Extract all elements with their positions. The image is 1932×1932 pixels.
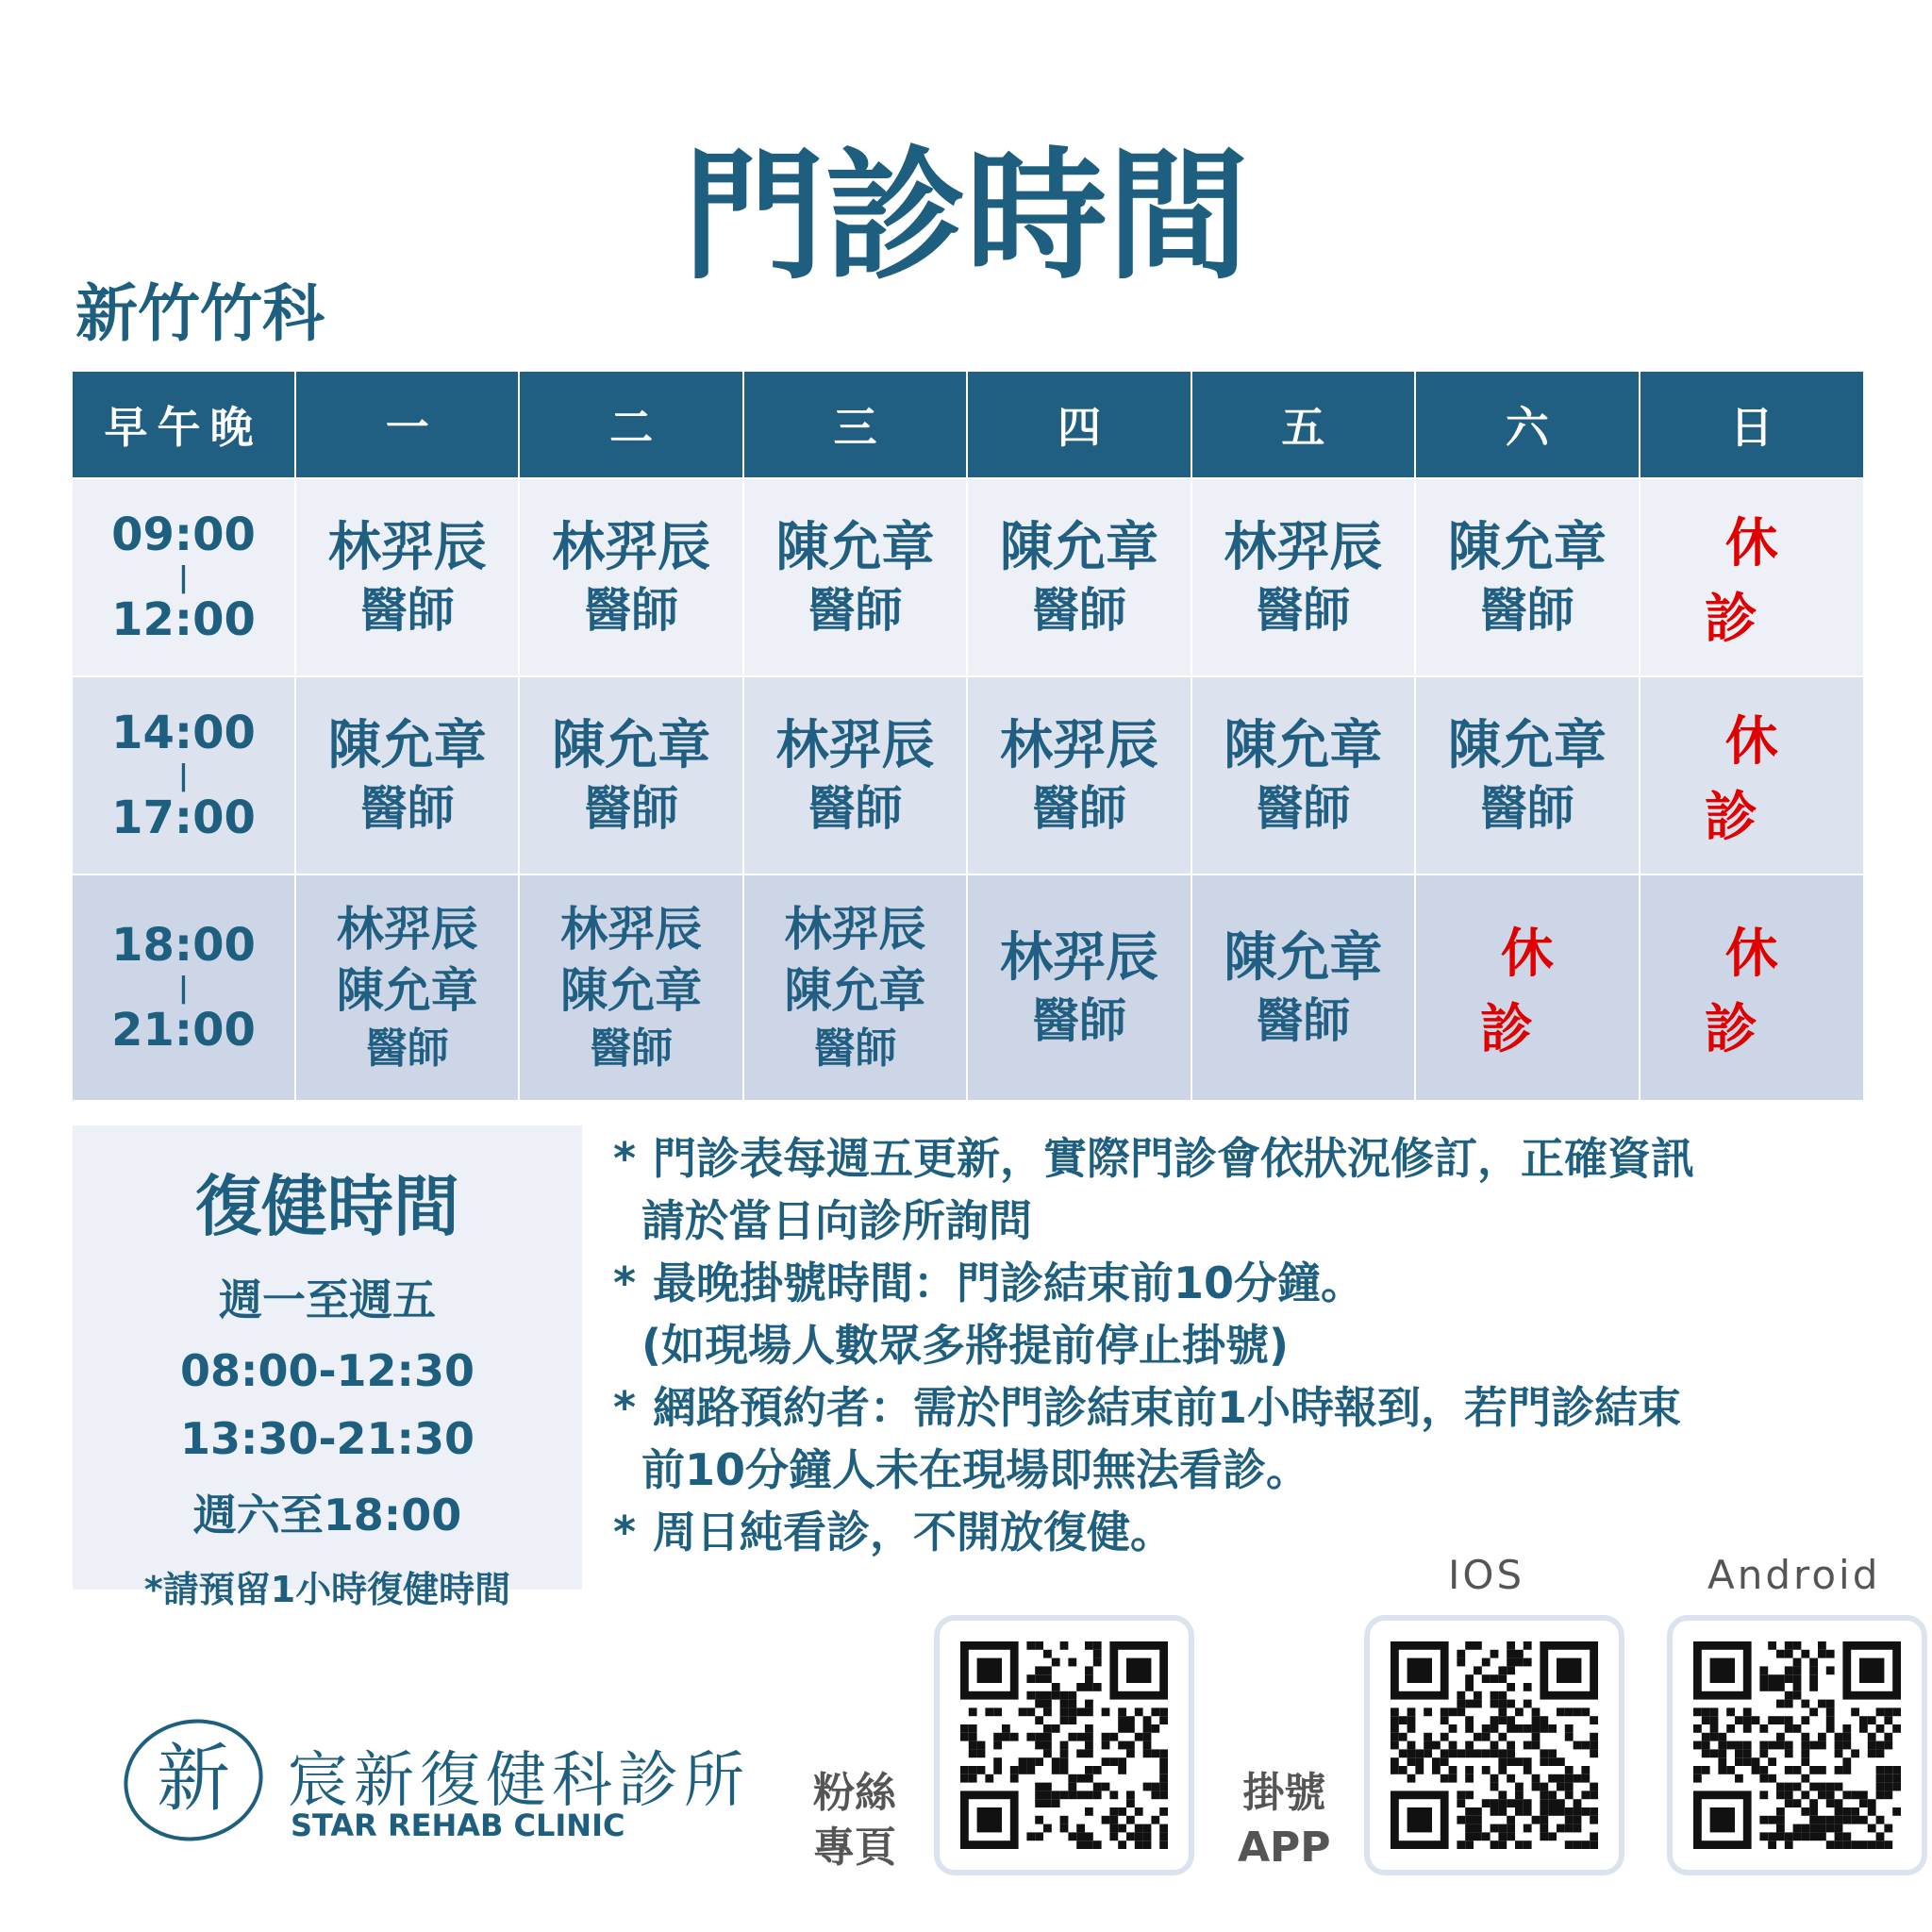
doctor-title: 醫師 [813, 1024, 897, 1074]
doctor-title: 醫師 [359, 780, 455, 836]
rehab-slot-morning: 08:00-12:30 [180, 1345, 475, 1396]
note-text: 最晚掛號時間：門診結束前10分鐘。 [653, 1257, 1365, 1308]
doctor-title: 醫師 [1479, 780, 1574, 836]
header-period: 早午晚 [73, 372, 295, 478]
note-bullet: * [613, 1507, 637, 1557]
note-continuation: 前10分鐘人未在現場即無法看診。 [641, 1444, 1310, 1495]
doctor-cell [295, 874, 519, 1100]
header-day: 一 [295, 372, 519, 478]
doctor-cell [967, 676, 1191, 874]
branch-name: 新竹竹科 [75, 277, 325, 350]
time-separator: | [178, 560, 189, 594]
schedule-row [73, 874, 1863, 1100]
doctor-cell [967, 478, 1191, 676]
note-item [613, 1127, 1868, 1252]
note-item [613, 1501, 1868, 1563]
doctor-title: 醫師 [808, 582, 903, 638]
closed-cell [1415, 874, 1639, 1100]
doctor-title: 醫師 [590, 1024, 674, 1074]
doctor-name: 林羿辰 [784, 902, 926, 958]
doctor-title: 醫師 [1031, 780, 1126, 836]
time-start: 09:00 [111, 508, 256, 562]
doctor-name: 林羿辰 [999, 714, 1158, 776]
note-bullet: * [613, 1257, 637, 1308]
header-day: 二 [519, 372, 742, 478]
schedule-header-row [73, 372, 1863, 478]
doctor-name: 陳允章 [327, 714, 487, 776]
doctor-name: 林羿辰 [999, 926, 1158, 989]
note-bullet: * [613, 1133, 637, 1184]
ios-qr-code[interactable] [1364, 1615, 1624, 1875]
note-bullet: * [613, 1382, 637, 1433]
doctor-name: 林羿辰 [336, 902, 478, 958]
doctor-cell [519, 676, 742, 874]
rehab-note: *請預留1小時復健時間 [143, 1569, 511, 1610]
doctor-cell [519, 874, 742, 1100]
doctor-cell [1191, 874, 1415, 1100]
fanpage-label [813, 1766, 896, 1875]
note-item [613, 1376, 1868, 1501]
logo-character: 新 [156, 1737, 231, 1822]
rehab-saturday: 週六至18:00 [192, 1490, 462, 1541]
rehab-days: 週一至週五 [219, 1274, 436, 1325]
doctor-name: 陳允章 [336, 963, 478, 1019]
doctor-name: 陳允章 [999, 516, 1158, 578]
doctor-name: 陳允章 [1224, 926, 1383, 989]
doctor-name: 林羿辰 [560, 902, 703, 958]
time-start: 18:00 [111, 919, 256, 973]
doctor-title: 醫師 [1256, 582, 1351, 638]
doctor-name: 陳允章 [560, 963, 703, 1019]
doctor-title: 醫師 [1031, 992, 1126, 1048]
closed-label: 休診 [1479, 924, 1595, 1060]
doctor-cell [1415, 478, 1639, 676]
doctor-name: 林羿辰 [1224, 516, 1383, 578]
note-continuation: 請於當日向診所詢問 [641, 1195, 1032, 1246]
closed-label: 休診 [1704, 513, 1820, 650]
doctor-name: 陳允章 [1447, 714, 1607, 776]
clinic-name-en: STAR REHAB CLINIC [291, 1807, 625, 1843]
doctor-cell [743, 874, 967, 1100]
doctor-cell [1191, 676, 1415, 874]
doctor-name: 林羿辰 [552, 516, 711, 578]
header-day: 六 [1415, 372, 1639, 478]
time-separator: | [178, 758, 189, 792]
doctor-title: 醫師 [1031, 582, 1126, 638]
closed-label: 休診 [1704, 924, 1820, 1060]
app-label-line2: APP [1238, 1824, 1331, 1872]
header-day: 五 [1191, 372, 1415, 478]
note-continuation: (如現場人數眾多將提前停止掛號) [641, 1320, 1290, 1371]
time-slot-cell [73, 676, 295, 874]
doctor-title: 醫師 [808, 780, 903, 836]
doctor-name: 林羿辰 [775, 714, 935, 776]
fanpage-qr-code[interactable] [934, 1615, 1194, 1875]
fanpage-label-line2: 專頁 [813, 1824, 896, 1872]
page-title: 門診時間 [682, 135, 1249, 299]
android-label: Android [1707, 1552, 1881, 1598]
schedule-table [73, 372, 1863, 1100]
closed-cell [1640, 874, 1863, 1100]
doctor-name: 陳允章 [552, 714, 711, 776]
doctor-cell [519, 478, 742, 676]
time-end: 17:00 [111, 791, 256, 844]
doctor-cell [743, 676, 967, 874]
doctor-name: 陳允章 [775, 516, 935, 578]
doctor-name: 林羿辰 [327, 516, 487, 578]
rehab-hours-box [73, 1125, 582, 1610]
doctor-title: 醫師 [359, 582, 455, 638]
closed-cell [1640, 676, 1863, 874]
note-item [613, 1252, 1868, 1376]
time-start: 14:00 [111, 707, 256, 760]
doctor-cell [743, 478, 967, 676]
ios-label: IOS [1448, 1552, 1525, 1598]
doctor-title: 醫師 [365, 1024, 449, 1074]
time-end: 21:00 [111, 1003, 256, 1057]
note-text: 周日純看診，不開放復健。 [653, 1507, 1174, 1557]
doctor-cell [1415, 676, 1639, 874]
doctor-name: 陳允章 [784, 963, 926, 1019]
doctor-title: 醫師 [584, 780, 679, 836]
app-label [1238, 1766, 1331, 1875]
doctor-cell [967, 874, 1191, 1100]
app-label-line1: 掛號 [1242, 1769, 1326, 1817]
doctor-title: 醫師 [1479, 582, 1574, 638]
note-text: 網路預約者：需於門診結束前1小時報到，若門診結束 [653, 1382, 1682, 1433]
doctor-cell [295, 478, 519, 676]
time-slot-cell [73, 874, 295, 1100]
header-day: 四 [967, 372, 1191, 478]
note-text: 門診表每週五更新，實際門診會依狀況修訂，正確資訊 [653, 1133, 1694, 1184]
doctor-title: 醫師 [1256, 780, 1351, 836]
header-day: 日 [1640, 372, 1863, 478]
closed-label: 休診 [1704, 711, 1820, 848]
doctor-title: 醫師 [1256, 992, 1351, 1048]
clinic-logo-icon [118, 1709, 278, 1851]
android-qr-code[interactable] [1667, 1615, 1927, 1875]
rehab-heading: 復健時間 [195, 1168, 459, 1245]
clinic-name: 宸新復健科診所 [288, 1746, 750, 1816]
schedule-row [73, 478, 1863, 676]
rehab-slot-afternoon: 13:30-21:30 [180, 1413, 475, 1464]
doctor-cell [295, 676, 519, 874]
doctor-title: 醫師 [584, 582, 679, 638]
closed-cell [1640, 478, 1863, 676]
notes-list [613, 1127, 1868, 1563]
time-separator: | [178, 971, 189, 1005]
schedule-row [73, 676, 1863, 874]
time-slot-cell [73, 478, 295, 676]
header-day: 三 [743, 372, 967, 478]
time-end: 12:00 [111, 592, 256, 646]
doctor-cell [1191, 478, 1415, 676]
doctor-name: 陳允章 [1224, 714, 1383, 776]
fanpage-label-line1: 粉絲 [813, 1769, 896, 1817]
doctor-name: 陳允章 [1447, 516, 1607, 578]
